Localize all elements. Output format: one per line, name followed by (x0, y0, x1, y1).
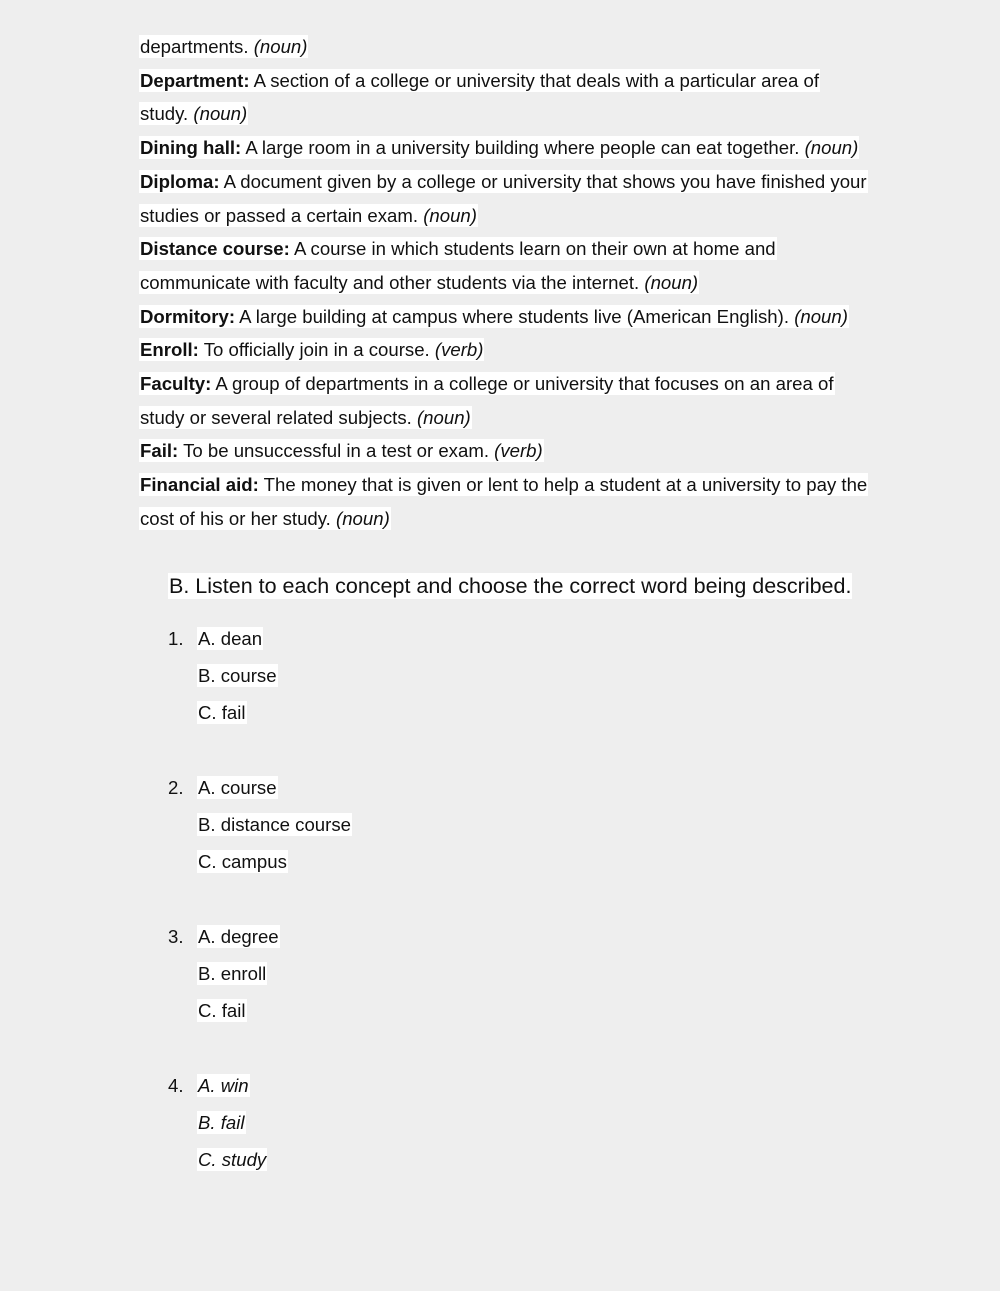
definition: To officially join in a course. (198, 339, 430, 361)
definition: studies or passed a certain exam. (140, 204, 419, 226)
section-b-title: B. Listen to each concept and choose the correct word being described. (169, 574, 852, 598)
glossary-list (139, 30, 919, 536)
option-list (197, 769, 352, 881)
definition: A course in which students learn on their own at home and (289, 238, 776, 260)
glossary-entry-department (139, 64, 919, 98)
glossary-continuation (139, 30, 919, 64)
definition: cost of his or her study. (140, 507, 331, 529)
continuation-text: departments. (140, 36, 249, 57)
part-of-speech: (noun) (804, 137, 859, 159)
glossary-entry-distance-course (139, 232, 919, 266)
definition: A large room in a university building where people can eat together. (241, 137, 800, 159)
term: Fail: (140, 440, 179, 462)
option-a[interactable]: A. win (198, 1075, 249, 1096)
glossary-entry-financial-aid (139, 468, 919, 502)
option-list (197, 620, 278, 732)
term: Faculty: (140, 373, 212, 395)
option-b[interactable]: B. fail (198, 1112, 245, 1134)
glossary-entry-dining-hall (139, 131, 919, 165)
term: Department: (140, 69, 250, 91)
glossary-entry-department-cont (139, 97, 919, 131)
term: Diploma: (140, 170, 220, 192)
option-a[interactable]: A. degree (198, 926, 279, 947)
glossary-entry-financial-aid-cont (139, 502, 919, 536)
part-of-speech: (noun) (416, 406, 471, 428)
glossary-entry-fail (139, 434, 919, 468)
option-a[interactable]: A. dean (198, 628, 263, 649)
term: Dining hall: (140, 137, 242, 159)
part-of-speech: (noun) (644, 271, 699, 293)
glossary-entry-faculty (139, 367, 919, 401)
definition: A group of departments in a college or university that focuses on an area of (211, 373, 834, 395)
definition: A large building at campus where students live (American English). (235, 305, 790, 327)
glossary-entry-dormitory (139, 300, 919, 334)
option-c[interactable]: C. study (198, 1149, 267, 1171)
definition: A section of a college or university that deals with a particular area of (249, 69, 820, 91)
definition: study. (140, 103, 189, 125)
definition: The money that is given or lent to help a student at a university to pay the (258, 474, 868, 496)
part-of-speech: (noun) (794, 305, 848, 327)
part-of-speech: (verb) (494, 440, 543, 462)
part-of-speech: (noun) (253, 36, 308, 57)
term: Dormitory: (140, 305, 236, 327)
part-of-speech: (noun) (193, 103, 248, 125)
option-c[interactable]: C. fail (198, 1000, 246, 1022)
definition: To be unsuccessful in a test or exam. (178, 440, 489, 462)
option-a[interactable]: A. course (198, 777, 277, 798)
definition: A document given by a college or university that shows you have finished your (219, 170, 867, 192)
option-c[interactable]: C. campus (198, 851, 287, 873)
part-of-speech: (verb) (434, 339, 484, 361)
definition: communicate with faculty and other students via the internet. (140, 271, 640, 293)
question-number: 4. (168, 1075, 184, 1096)
glossary-entry-enroll (139, 333, 919, 367)
option-c[interactable]: C. fail (198, 702, 246, 724)
option-b[interactable]: B. enroll (198, 963, 267, 985)
part-of-speech: (noun) (423, 204, 477, 226)
term: Financial aid: (140, 474, 259, 496)
question-number: 2. (168, 777, 184, 798)
glossary-entry-faculty-cont (139, 401, 919, 435)
term: Enroll: (140, 339, 199, 361)
glossary-entry-diploma-cont (139, 199, 919, 233)
section-b-heading (168, 570, 852, 602)
glossary-entry-diploma (139, 165, 919, 199)
glossary-entry-distance-course-cont (139, 266, 919, 300)
question-number: 1. (168, 628, 184, 649)
option-b[interactable]: B. distance course (198, 814, 351, 836)
term: Distance course: (140, 238, 290, 260)
option-list (197, 1067, 267, 1179)
option-b[interactable]: B. course (198, 665, 277, 687)
definition: study or several related subjects. (140, 406, 412, 428)
part-of-speech: (noun) (336, 507, 390, 529)
question-number: 3. (168, 926, 184, 947)
option-list (197, 918, 280, 1030)
